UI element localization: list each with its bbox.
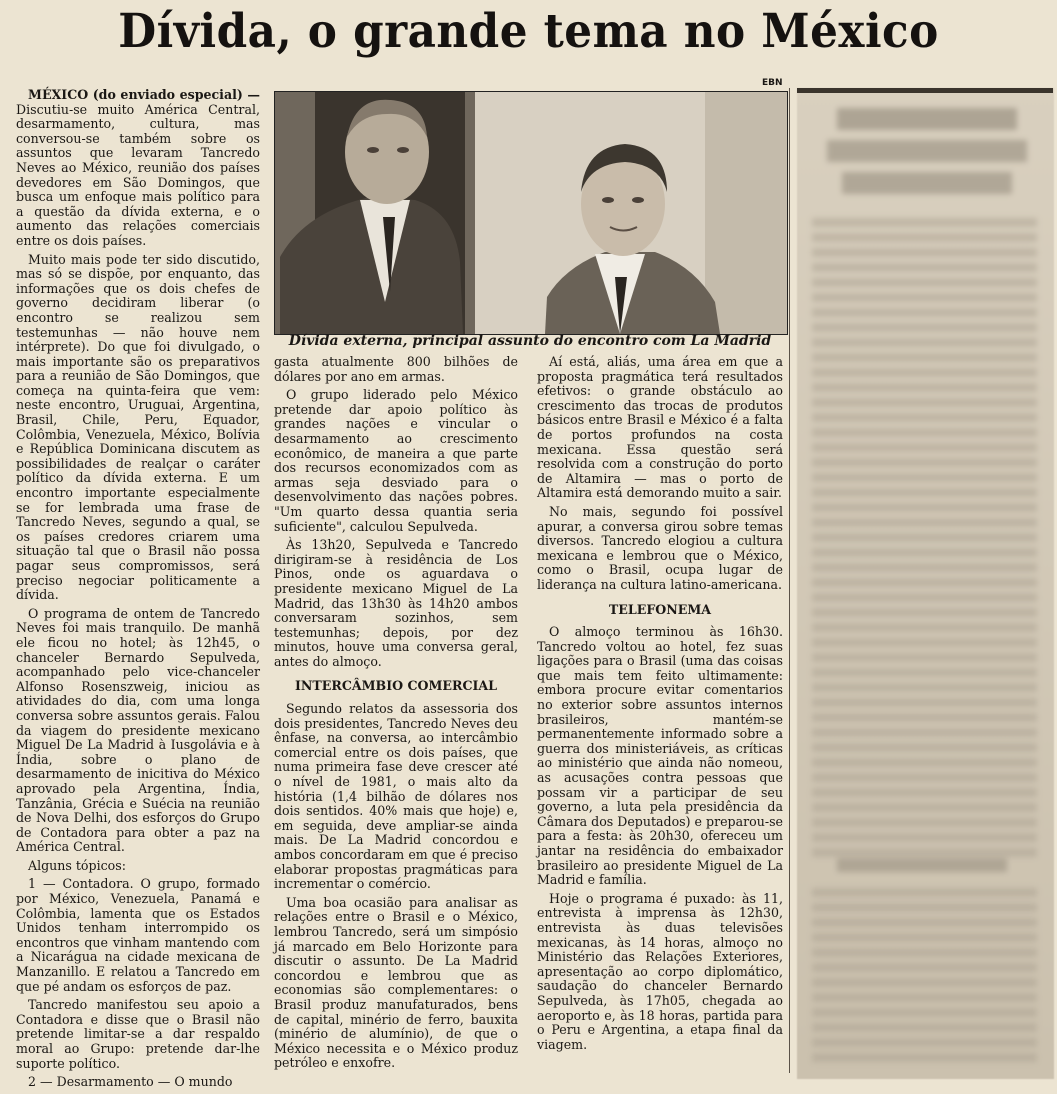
paragraph: Aí está, aliás, uma área em que a proposta pragmática terá resultados efetivos: o grande obstáculo ao crescimento das trocas de produtos básicos entre Brasil e México é a falta de portos profundos na costa mexicana. Essa questão será resolvida com a construção do porto de Altamira — mas o porto de Altamira está demorando muito a sair. — [537, 354, 783, 501]
paragraph: 2 — Desarmamento — O mundo — [28, 1074, 233, 1090]
paragraph: No mais, segundo foi possível apurar, a conversa girou sobre temas diversos. Tancredo elogiou a cultura mexicana e lembrou que o México, como o Brasil, ocupa lugar de liderança na cultura latino-americana. — [537, 503, 783, 592]
paragraph: O almoço terminou às 16h30. Tancredo voltou ao hotel, fez suas ligações para o Brasil (uma das coisas que mais tem feito ultimamente: embora procure evitar comentarios no exterior sobre assuntos internos brasileiros, mantém-se permanentemente informado sobre a guerra dos ministeriáveis, as críticas ao ministério que ainda não nomeou, as acusações contra pessoas que possam vir a participar de seu governo, a luta pela presidência da Câmara dos Deputados) e preparou-se para a festa: às 20h30, ofereceu um jantar na residência do embaixador brasileiro ao presidente Miguel de La Madrid e família. — [537, 624, 783, 888]
paragraph: Tancredo manifestou seu apoio a Contadora e disse que o Brasil não pretende limitar-se a dar respaldo moral ao Grupo: pretende dar-lhe suporte político. — [16, 997, 260, 1071]
section-subhead: TELEFONEMA — [608, 601, 712, 617]
paragraph: gasta atualmente 800 bilhões de dólares por ano em armas. — [274, 354, 518, 384]
article-column-1 — [16, 88, 260, 1094]
paragraph: 1 — Contadora. O grupo, formado por México, Venezuela, Panamá e Colômbia, lamenta que os Estados Unidos tenham interrompido os encontros que vinham mantendo com a Nicarágua na cidade mexicana de Manzanillo. E relatou a Tancredo em que pé andam os esforços de paz. — [16, 876, 260, 994]
paragraph: Alguns tópicos: — [28, 857, 126, 873]
news-photo — [274, 91, 788, 335]
article-column-2 — [274, 355, 518, 1075]
paragraph: O programa de ontem de Tancredo Neves foi mais tranquilo. De manhã ele ficou no hotel; às 12h45, o chanceler Bernardo Sepulveda, acompanhado pelo vice-chanceler Alfonso Rosenszweig, iniciou as atividades do dia, com uma longa conversa sobre assuntos gerais. Falou da viagem do presidente mexicano Miguel De La Madrid à Iusgolávia e à Índia, sobre o plano de desarmamento de inicitiva do México aprovado pela Argentina, Índia, Tanzânia, Grécia e Suécia na reunião de Nova Delhi, dos esforços do Grupo de Contadora para obter a paz na América Central. — [16, 605, 260, 855]
photo-caption: Dívida externa, principal assunto do encontro com La Madrid — [288, 333, 772, 349]
dateline: MÉXICO (do enviado especial) — — [28, 87, 260, 102]
paragraph: Às 13h20, Sepulveda e Tancredo dirigiram-se à residência de Los Pinos, onde os aguardava o presidente mexicano Miguel de La Madrid, das 13h30 às 14h20 ambos conversaram sozinhos, sem testemunhas; depois, por dez minutos, houve uma conversa geral, antes do almoço. — [274, 537, 518, 669]
photo-credit: EBN — [762, 78, 783, 88]
adjacent-article-rule — [797, 88, 1053, 93]
paragraph: Discutiu-se muito América Central, desarmamento, cultura, mas conversou-se também sobre os assuntos que levaram Tancredo Neves ao México, reunião dos países devedores em São Domingos, que busca um enfoque mais político para a questão da dívida externa, e o aumento das relações comerciais entre os dois países. — [16, 101, 260, 248]
section-subhead: INTERCÂMBIO COMERCIAL — [294, 678, 497, 694]
photo-illustration — [275, 92, 787, 334]
paragraph: Muito mais pode ter sido discutido, mas só se dispõe, por enquanto, das informações que os dois chefes de governo decidiram liberar (o encontro se realizou sem testemunhas — não houve nem intérprete). Do que foi divulgado, o mais importante são os preparativos para a reunião de São Domingos, que começa na quinta-feira que vem: neste encontro, Uruguai, Argentina, Brasil, Chile, Peru, Equador, Colômbia, Venezuela, México, Bolívia e República Dominicana discutem as possibilidades de realçar o caráter político da dívida externa. E um encontro importante especialmente se for lembrada uma frase de Tancredo Neves, segundo a qual, se os países credores criarem uma situação tal que o Brasil não possa pagar seus compromissos, será preciso negociar politicamente a dívida. — [16, 251, 260, 603]
article-column-3 — [537, 355, 783, 1056]
paragraph: O grupo liderado pelo México pretende dar apoio político às grandes nações e vincular o desarmamento ao crescimento econômico, de maneira a que parte dos recursos economizados com as armas seja desviado para o desenvolvimento das nações pobres. "Um quarto dessa quantia seria suficiente", calculou Sepulveda. — [274, 387, 518, 534]
paragraph: Uma boa ocasião para analisar as relações entre o Brasil e o México, lembrou Tancredo, será um simpósio já marcado em Belo Horizonte para discutir o assunto. De La Madrid concordou e lembrou que as economias são complementares: o Brasil produz manufaturados, bens de capital, minério de ferro, bauxita (minério de alumínio), de que o México necessita e o México produz petróleo e enxofre. — [274, 894, 518, 1071]
paragraph: Hoje o programa é puxado: às 11, entrevista à imprensa às 12h30, entrevista às duas televisões mexicanas, às 14 horas, almoço no Ministério das Relações Exteriores, apresentação ao corpo diplomático, saudação do chanceler Bernardo Sepulveda, às 17h05, chegada ao aeroporto e, às 18 horas, partida para o Peru e Argentina, a etapa final da viagem. — [537, 890, 783, 1052]
paragraph: Segundo relatos da assessoria dos dois presidentes, Tancredo Neves deu ênfase, na conversa, ao intercâmbio comercial entre os dois países, que numa primeira fase deve crescer até o nível de 1981, o mais alto da história (1,4 bilhão de dólares nos dois sentidos. 40% mais que hoje) e, em seguida, deve ampliar-se ainda mais. De La Madrid concordou e ambos concordaram em que é preciso elaborar propostas pragmáticas para incrementar o comércio. — [274, 701, 518, 892]
column-divider — [789, 88, 790, 1073]
headline: Dívida, o grande tema no México — [118, 4, 939, 59]
blurred-adjacent-article — [797, 88, 1054, 1079]
